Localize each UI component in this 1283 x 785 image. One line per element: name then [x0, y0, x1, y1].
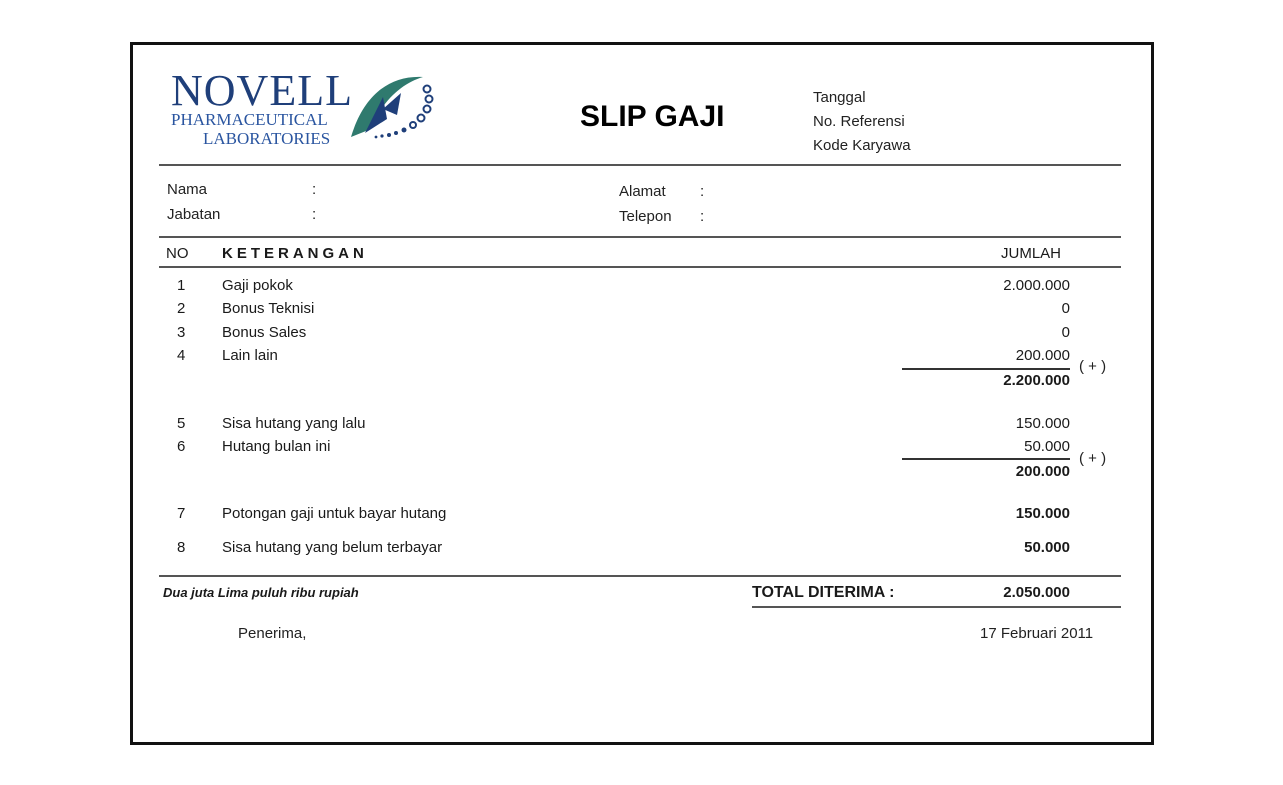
plus-marker: ( + ) — [1079, 358, 1107, 375]
row-no: 1 — [177, 277, 186, 294]
alamat-label: Alamat — [619, 183, 666, 200]
row-amount: 0 — [1061, 300, 1070, 317]
sum-line — [902, 368, 1070, 370]
subtotal-debt: 200.000 — [1015, 463, 1070, 480]
row-desc: Sisa hutang yang belum terbayar — [222, 539, 443, 556]
divider — [159, 266, 1121, 268]
salary-slip — [130, 42, 1154, 745]
row-no: 7 — [177, 505, 186, 522]
alamat-colon: : — [700, 183, 705, 200]
page-title: SLIP GAJI — [580, 100, 725, 133]
row-no: 2 — [177, 300, 186, 317]
telepon-label: Telepon — [619, 208, 672, 225]
row-amount: 150.000 — [1015, 415, 1070, 432]
subtotal-income: 2.200.000 — [1003, 372, 1070, 389]
row-amount: 50.000 — [1024, 438, 1070, 455]
row-amount: 2.000.000 — [1003, 277, 1070, 294]
divider — [159, 164, 1121, 166]
row-amount: 150.000 — [1015, 505, 1070, 522]
row-no: 4 — [177, 347, 186, 364]
meta-tanggal: Tanggal — [813, 89, 866, 106]
row-desc: Gaji pokok — [222, 277, 293, 294]
sum-line — [902, 458, 1070, 460]
logo-line1: PHARMACEUTICAL — [171, 110, 328, 129]
total-value: 2.050.000 — [1003, 584, 1070, 601]
meta-kode-karyawan: Kode Karyawa — [813, 137, 911, 154]
col-no-header: NO — [166, 245, 189, 262]
amount-in-words: Dua juta Lima puluh ribu rupiah — [163, 585, 359, 600]
row-desc: Sisa hutang yang lalu — [222, 415, 366, 432]
penerima-label: Penerima, — [238, 625, 307, 642]
plus-marker: ( + ) — [1079, 450, 1107, 467]
row-desc: Bonus Teknisi — [222, 300, 315, 317]
row-no: 3 — [177, 324, 186, 341]
jabatan-label: Jabatan — [167, 206, 221, 223]
row-no: 6 — [177, 438, 186, 455]
logo-line2: LABORATORIES — [203, 129, 331, 148]
col-jumlah-header: JUMLAH — [1001, 245, 1062, 262]
logo-name: NOVELL — [171, 66, 353, 115]
row-no: 8 — [177, 539, 186, 556]
row-no: 5 — [177, 415, 186, 432]
row-desc: Bonus Sales — [222, 324, 307, 341]
logo-emblem-icon — [343, 67, 438, 145]
telepon-colon: : — [700, 208, 705, 225]
row-desc: Potongan gaji untuk bayar hutang — [222, 505, 447, 522]
total-label: TOTAL DITERIMA : — [752, 584, 895, 601]
nama-label: Nama — [167, 181, 208, 198]
row-amount: 0 — [1061, 324, 1070, 341]
divider — [159, 575, 1121, 577]
row-amount: 200.000 — [1015, 347, 1070, 364]
row-desc: Lain lain — [222, 347, 278, 364]
nama-colon: : — [312, 181, 317, 198]
divider — [159, 236, 1121, 238]
col-keterangan-header: KETERANGAN — [222, 245, 368, 262]
jabatan-colon: : — [312, 206, 317, 223]
meta-no-referensi: No. Referensi — [813, 113, 905, 130]
row-desc: Hutang bulan ini — [222, 438, 331, 455]
row-amount: 50.000 — [1024, 539, 1070, 556]
total-underline — [752, 606, 1121, 608]
slip-date: 17 Februari 2011 — [980, 625, 1094, 642]
